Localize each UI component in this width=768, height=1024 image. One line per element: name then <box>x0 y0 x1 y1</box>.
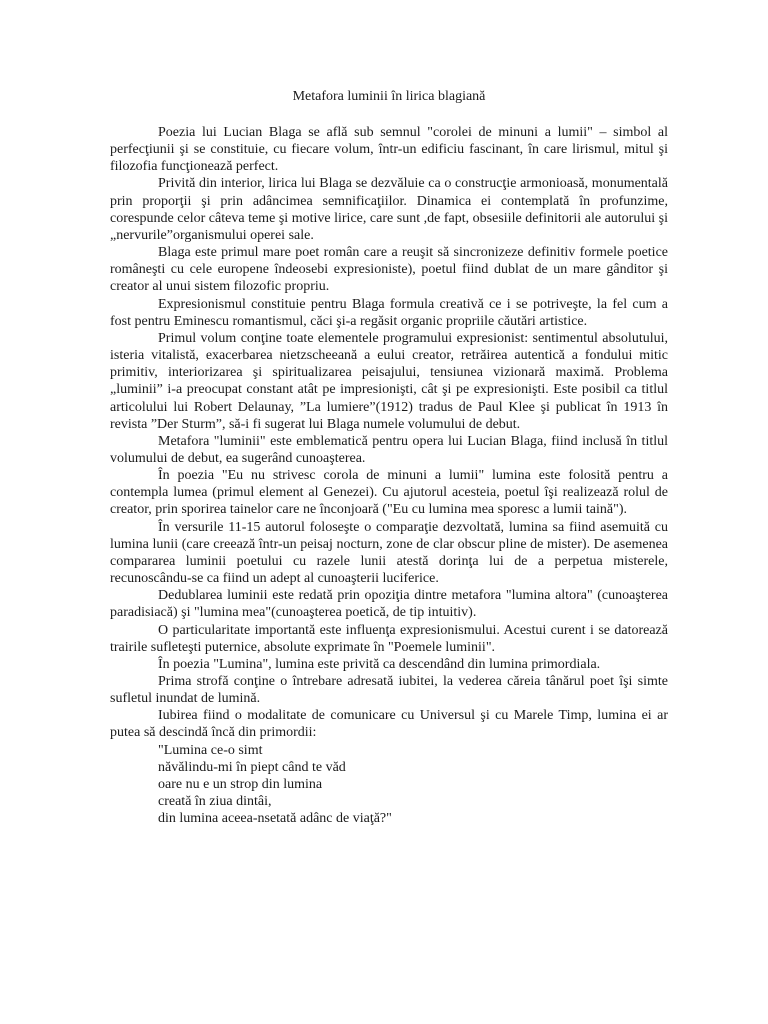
paragraph-10: O particularitate importantă este influenţa expresionismului. Acestui curent i se datorează trairile sufleteşti puternice, absolute exprimate în "Poemele luminii". <box>110 622 668 655</box>
document-title: Metafora luminii în lirica blagiană <box>292 89 486 104</box>
poem-quote <box>110 742 668 828</box>
paragraph-3: Blaga este primul mare poet român care a reuşit să sincronizeze definitiv formele poetice româneşti cu cele europene îndeosebi expresioniste), poetul fiind dublat de un mare gânditor şi creator al unui sistem filozofic propriu. <box>110 245 668 295</box>
paragraph-12: Prima strofă conţine o întrebare adresată iubitei, la vederea căreia tânărul poet îşi simte sufletul inundat de lumină. <box>110 674 668 707</box>
paragraph-7: În poezia "Eu nu strivesc corola de minuni a lumii" lumina este folosită pentru a contempla lumea (primul element al Genezei). Cu ajutorul acesteia, poetul îşi realizează rolul de creator, prin sporirea tainelor care ne înconjoară ("Eu cu lumina mea sporesc a lumii taină"). <box>110 468 668 518</box>
verse-line: "Lumina ce-o simt <box>158 742 263 758</box>
verse-line: din lumina aceea-nsetată adânc de viaţă?" <box>158 811 392 827</box>
paragraph-2: Privită din interior, lirica lui Blaga se dezvăluie ca o construcţie armonioasă, monumentală prin proporţii şi prin adâncimea semnificaţiilor. Dinamica ei contemplată în profunzime, corespunde celor câteva teme şi motive lirice, care sunt ,de fapt, obsesiile definitorii ale autorului şi „nervurile”organismului operei sale. <box>110 176 668 243</box>
paragraph-13: Iubirea fiind o modalitate de comunicare cu Universul şi cu Marele Timp, lumina ei ar putea să descindă încă din primordii: <box>110 708 668 741</box>
document-page <box>110 88 668 827</box>
verse-line: năvălindu-mi în piept când te văd <box>158 759 346 775</box>
paragraph-5: Primul volum conţine toate elementele programului expresionist: sentimentul absolutului, isteria vitalistă, exacerbarea nietzscheeană a eului creator, retrăirea autentică a fondului mitic primitiv, interiorizarea şi spiritualizarea peisajului, tensiunea vizionară maximă. Problema „luminii” i-a preocupat constant atât pe impresionişti, cât şi pe expresionişti. Este posibil ca titlul articolului lui Robert Delaunay, ”La lumiere”(1912) tradus de Paul Klee şi publicat în 1913 în revista ”Der Sturm”, să-i fi sugerat lui Blaga numele volumului de debut. <box>110 330 668 432</box>
paragraph-11: În poezia "Lumina", lumina este privită ca descendând din lumina primordiala. <box>158 656 601 672</box>
verse-line: oare nu e un strop din lumina <box>158 776 323 792</box>
paragraph-1: Poezia lui Lucian Blaga se află sub semnul "corolei de minuni a lumii" – simbol al perfecţiunii şi se constituie, cu fiecare volum, într-un edificiu fascinant, în care lirismul, mitul şi filozofia funcţionează perfect. <box>110 125 668 175</box>
paragraph-8: În versurile 11-15 autorul foloseşte o comparaţie dezvoltată, lumina sa fiind asemuită cu lumina lunii (care creează într-un peisaj nocturn, zone de clar obscur pline de mister). De asemenea compararea luminii poetului cu razele lunii atestă dorinţa lui de a perpetua misterele, recunoscându-se ca fiind un adept al cunoaşterii luciferice. <box>110 519 668 587</box>
verse-line: creată în ziua dintâi, <box>158 794 272 810</box>
paragraph-9: Dedublarea luminii este redată prin opoziţia dintre metafora "lumina altora" (cunoaşterea paradisiacă) şi "lumina mea"(cunoaşterea poetică, de tip intuitiv). <box>110 588 668 621</box>
paragraph-4: Expresionismul constituie pentru Blaga formula creativă ce i se potriveşte, la fel cum a fost pentru Eminescu romantismul, căci şi-a regăsit organic propriile căutări artistice. <box>110 296 668 329</box>
paragraph-6: Metafora "luminii" este emblematică pentru opera lui Lucian Blaga, fiind inclusă în titlul volumului de debut, ea sugerând cunoaşterea. <box>110 433 668 466</box>
